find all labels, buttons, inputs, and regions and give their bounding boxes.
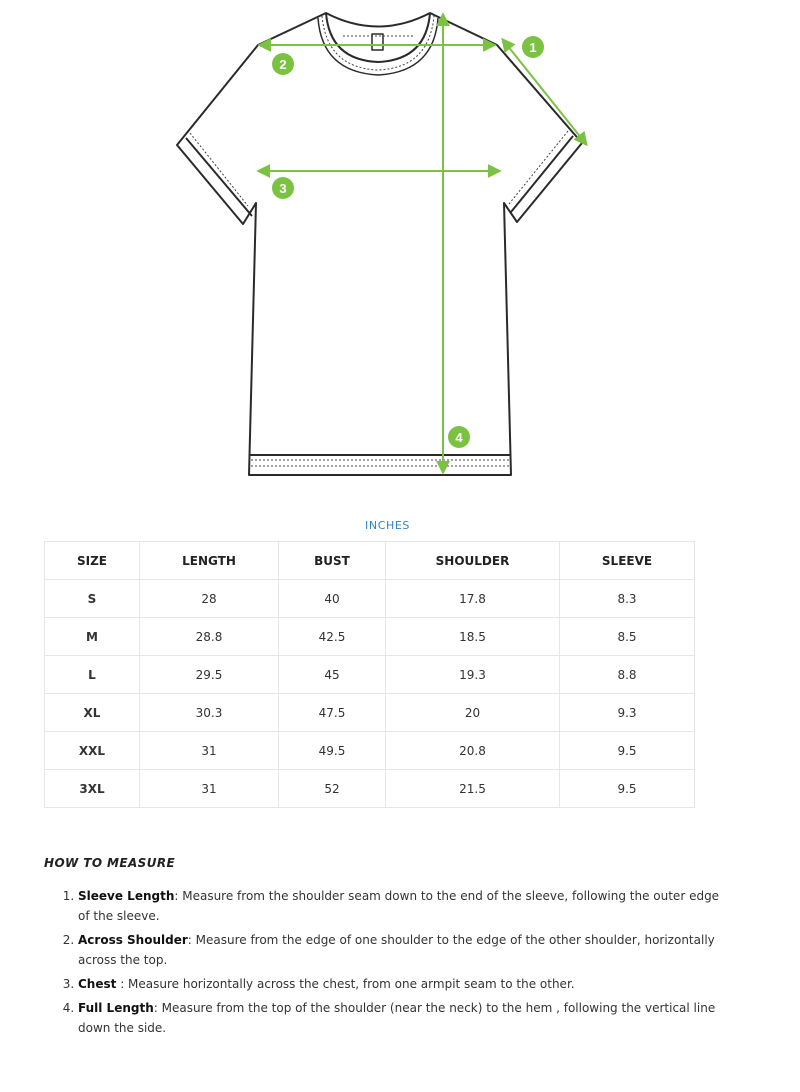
step-term: Full Length: [78, 1001, 154, 1015]
svg-text:1: 1: [529, 40, 537, 55]
step-text: Measure from the shoulder seam down to the end of the sleeve, following the outer edge of the sleeve.: [78, 889, 720, 923]
sleeve-cell: 9.5: [560, 732, 695, 770]
svg-text:2: 2: [279, 57, 287, 72]
length-cell: 28.8: [140, 618, 279, 656]
step-separator: :: [153, 1001, 162, 1015]
list-item: [78, 930, 728, 970]
step-term: Chest: [78, 977, 117, 991]
size-cell: XL: [45, 694, 140, 732]
tshirt-outline: [177, 13, 582, 475]
bust-cell: 49.5: [279, 732, 386, 770]
size-cell: 3XL: [45, 770, 140, 808]
header-size: SIZE: [45, 542, 140, 580]
sleeve-length-arrow: [503, 40, 586, 144]
table-row: [45, 580, 695, 618]
table-row: [45, 618, 695, 656]
size-cell: S: [45, 580, 140, 618]
shoulder-cell: 18.5: [386, 618, 560, 656]
bust-cell: 52: [279, 770, 386, 808]
length-cell: 30.3: [140, 694, 279, 732]
step-text: Measure from the top of the shoulder (near the neck) to the hem , following the vertical line down the side.: [78, 1001, 716, 1035]
how-to-measure-list: [44, 886, 728, 1042]
marker-2: [272, 53, 294, 75]
shoulder-cell: 21.5: [386, 770, 560, 808]
bust-cell: 45: [279, 656, 386, 694]
step-term: Across Shoulder: [78, 933, 188, 947]
size-cell: L: [45, 656, 140, 694]
stitch-lines: [190, 16, 568, 466]
step-separator: :: [116, 977, 129, 991]
size-cell: XXL: [45, 732, 140, 770]
sleeve-cell: 9.3: [560, 694, 695, 732]
list-item: [78, 998, 728, 1038]
svg-text:4: 4: [455, 430, 463, 445]
length-cell: 28: [140, 580, 279, 618]
length-cell: 29.5: [140, 656, 279, 694]
sleeve-cell: 8.5: [560, 618, 695, 656]
length-cell: 31: [140, 770, 279, 808]
header-bust: BUST: [279, 542, 386, 580]
header-shoulder: SHOULDER: [386, 542, 560, 580]
marker-4: [448, 426, 470, 448]
list-item: [78, 974, 728, 994]
header-length: LENGTH: [140, 542, 279, 580]
length-cell: 31: [140, 732, 279, 770]
marker-1: [522, 36, 544, 58]
unit-label: INCHES: [365, 519, 410, 532]
step-term: Sleeve Length: [78, 889, 175, 903]
table-row: [45, 770, 695, 808]
sleeve-cell: 9.5: [560, 770, 695, 808]
table-header-row: [45, 542, 695, 580]
step-text: Measure horizontally across the chest, from one armpit seam to the other.: [128, 977, 575, 991]
step-separator: :: [174, 889, 183, 903]
tshirt-measurement-diagram: [0, 0, 800, 500]
table-row: [45, 732, 695, 770]
bust-cell: 47.5: [279, 694, 386, 732]
step-text: Measure from the edge of one shoulder to the edge of the other shoulder, horizontally across the top.: [78, 933, 715, 967]
bust-cell: 40: [279, 580, 386, 618]
size-chart-table: [44, 541, 695, 808]
list-item: [78, 886, 728, 926]
size-cell: M: [45, 618, 140, 656]
shoulder-cell: 17.8: [386, 580, 560, 618]
step-separator: :: [187, 933, 196, 947]
table-row: [45, 694, 695, 732]
shoulder-cell: 20.8: [386, 732, 560, 770]
table-row: [45, 656, 695, 694]
shoulder-cell: 19.3: [386, 656, 560, 694]
how-to-measure-title: HOW TO MEASURE: [44, 856, 176, 870]
header-sleeve: SLEEVE: [560, 542, 695, 580]
marker-3: [272, 177, 294, 199]
svg-text:3: 3: [279, 181, 287, 196]
sleeve-cell: 8.8: [560, 656, 695, 694]
bust-cell: 42.5: [279, 618, 386, 656]
shoulder-cell: 20: [386, 694, 560, 732]
sleeve-cell: 8.3: [560, 580, 695, 618]
